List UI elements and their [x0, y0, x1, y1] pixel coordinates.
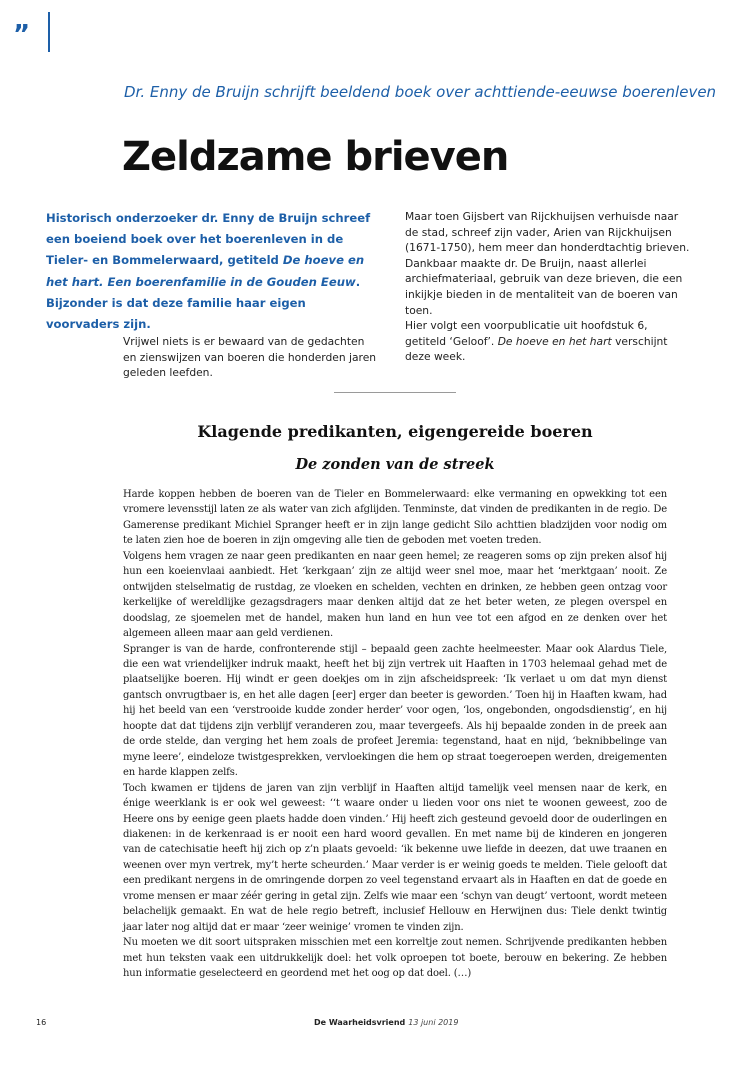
- excerpt-paragraph: Toch kwamen er tijdens de jaren van zijn verblijf in Haaften altijd tamelijk veel mensen naar de kerk, en énige weerklank is er ook wel geweest: ‘‘t waare onder u lieden voor ons niet te woonen geweest, zoo de Heere ons by eenige geen plaets hadde doen vinden.’ Hij heeft zich gesteund gevoeld door de ouderlingen en diakenen: in de kerkenraad is er nooit een hard woord gevallen. En met name bij de kinderen en jongeren van de catechisatie heeft hij zich op z’n plaats gevoeld: ‘ik bekenne uwe liefde in deezen, dat uwe traanen en weenen over myn vertrek, my’t herte scheurden.’ Maar verder is er weinig goeds te melden. Tiele gelooft dat een predikant nergens in de omringende dorpen zo veel tegenstand ervaart als in Haaften en dat de goede en vrome mensen er maar zéér gering in getal zijn. Zelfs wie maar een ‘schyn van deugt’ vertoont, wordt meteen belachelijk gemaakt. En wat de hele regio betreft, inclusief Hellouw en Herwijnen dus: Tiele denkt twintig jaar later nog altijd dat er maar ‘zeer weinige’ vromen te vinden zijn.: [123, 782, 667, 933]
- intro-text-start: Historisch onderzoeker dr. Enny de Bruijn schreef een boeiend boek over het boerenleven in de Tieler- en Bommelerwaard, getiteld: [46, 211, 371, 268]
- right-column: [405, 209, 690, 365]
- right-column-text-start: Hier volgt een voorpublicatie uit hoofdstuk 6, getiteld ‘Geloof’.: [405, 319, 648, 348]
- right-column-book-title: De hoeve en het hart: [497, 334, 612, 348]
- left-column-text: Vrijwel niets is er bewaard van de gedachten en zienswijzen van boeren die honderden jaren geleden leefden.: [123, 335, 377, 380]
- excerpt-paragraph: Harde koppen hebben de boeren van de Tieler en Bommelerwaard: elke vermaning en opwekking tot een vromere levensstijl laten ze als water van zich afglijden. Tenminste, dat vinden de predikanten in de regio. De Gamerense predikant Michiel Spranger heeft er in zijn lange gedicht Silo achttien bladzijden voor nodig om te laten zien hoe de boeren in zijn omgeving alle tien de geboden met voeten treden.: [123, 489, 667, 547]
- section-divider: [334, 392, 456, 393]
- intro-text-end: . Bijzonder is dat deze familie haar eigen voorvaders zijn.: [46, 274, 361, 332]
- vertical-rule: [48, 12, 50, 52]
- publication-date: 13 juni 2019: [408, 1018, 459, 1027]
- intro-book-title: De hoeve en het hart. Een boerenfamilie in de Gouden Eeuw: [46, 253, 365, 289]
- excerpt-subheading: De zonden van de streek: [295, 456, 495, 473]
- publication-info: [314, 1018, 458, 1027]
- right-column-paragraph-2: [405, 318, 690, 365]
- right-column-text-end: verschijnt deze week.: [405, 334, 668, 364]
- page-number: 16: [36, 1018, 47, 1027]
- excerpt-paragraph: Spranger is van de harde, confronterende stijl – bepaald geen zachte heelmeester. Maar ook Alardus Tiele, die een wat vriendelijker indruk maakt, heeft het bij zijn vertrek uit Haaften in 1703 helemaal gehad met de plaatselijke boeren. Hij windt er geen doekjes om in zijn afscheidspreek: ‘Ik verlaet u om dat myn dienst gantsch onvrugtbaer is, en het alle dagen [eer] erger dan beeter is geworden.’ Toen hij in Haaften kwam, had hij het beeld van een ‘verstrooide kudde zonder herder’ voor ogen, ‘los, ongebonden, ongodsdienstig’, en hij hoopte dat dat tijdens zijn verblijf veranderen zou, maar tevergeefs. Als hij bepaalde zonden in de preek aan de orde stelde, dan verging het hem zoals de profeet Jeremia: tegenstand, haat en nijd, ‘beknibbelinge van myne leere’, eindeloze twistgesprekken, vervloekingen die hem op straat toegeroepen werden, dreigementen en harde klappen zelfs.: [123, 643, 667, 779]
- article-title: Zeldzame brieven: [122, 134, 509, 180]
- excerpt-paragraph: Nu moeten we dit soort uitspraken misschien met een korreltje zout nemen. Schrijvende predikanten hebben met hun teksten vaak een uitdrukkelijk doel: het volk oproepen tot boete, berouw en bekering. Ze hebben hun informatie geselecteerd en geordend met het oog op dat doel. (…): [123, 937, 667, 980]
- excerpt-heading: Klagende predikanten, eigengereide boeren: [197, 422, 593, 441]
- right-column-paragraph-1: Maar toen Gijsbert van Rijckhuijsen verhuisde naar de stad, schreef zijn vader, Arien van Rijckhuijsen (1671-1750), hem meer dan honderdtachtig brieven. Dankbaar maakte dr. De Bruijn, naast allerlei archiefmateriaal, gebruik van deze brieven, die een inkijkje bieden in de mentaliteit van de boeren van toen.: [405, 210, 690, 317]
- excerpt-paragraph: Volgens hem vragen ze naar geen predikanten en naar geen hemel; ze reageren soms op zijn preken alsof hij hun een koeienvlaai aanbiedt. Het ‘kerkgaan’ zijn ze altijd weer snel moe, maar het ‘merktgaan’ nooit. Ze ontwijden stelselmatig de rustdag, ze vloeken en schelden, vechten en drinken, ze hebben geen ontzag voor kerkelijke of wereldlijke gezagsdragers maar denken altijd dat ze het beter weten, ze plegen overspel en doodslag, ze sjoemelen met de handel, maken hun land en hun vee tot een afgod en ze denken over het algemeen alleen maar aan geld verdienen.: [123, 550, 667, 640]
- excerpt-body: [123, 487, 667, 982]
- publication-name: De Waarheidsvriend: [314, 1018, 406, 1027]
- article-subtitle: Dr. Enny de Bruijn schrijft beeldend boek over achttiende-eeuwse boerenleven: [124, 83, 717, 101]
- article-intro: [46, 208, 374, 335]
- quote-mark-icon: ”: [13, 20, 31, 50]
